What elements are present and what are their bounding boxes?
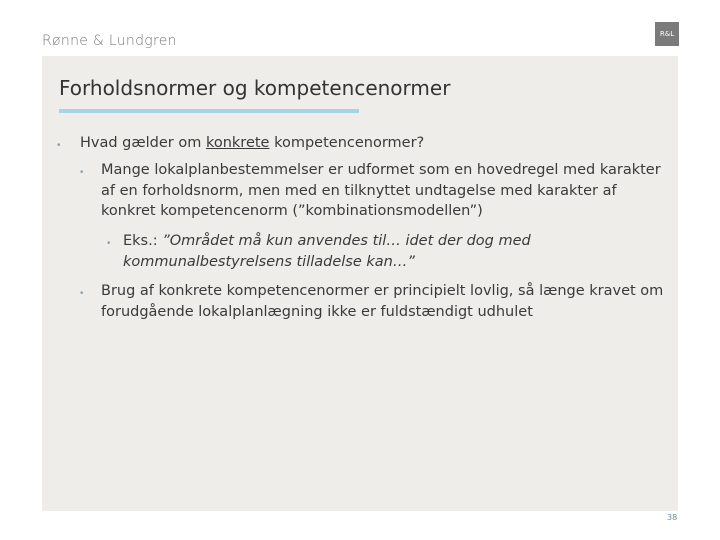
sub-bullet-2-line-1: Brug af konkrete kompetencenormer er principielt lovlig, så længe kravet om: [101, 283, 664, 299]
example-quote-line-1: ”Området må kun anvendes til… idet der dog med: [162, 233, 531, 249]
example-bullet: [123, 231, 531, 272]
sub-bullet-1: [101, 160, 661, 222]
bullet-1-text-start: Hvad gælder om: [80, 135, 206, 151]
bullet-dot: •: [107, 238, 111, 249]
company-logo-mark: R&L: [655, 22, 679, 46]
bullet-1-underlined: konkrete: [205, 135, 270, 151]
example-prefix: Eks.:: [123, 233, 163, 249]
example-quote-line-2: kommunalbestyrelsens tilladelse kan…”: [123, 253, 415, 270]
sub-bullet-1-line-2: af en forholdsnorm, men med en tilknyttet undtagelse med karakter af: [101, 182, 617, 199]
bullet-dot: •: [80, 167, 84, 178]
bullet-1: [80, 133, 424, 154]
sub-bullet-1-line-3: konkret kompetencenorm (”kombinationsmodellen”): [101, 203, 483, 219]
sub-bullet-2-line-2: forudgående lokalplanlægning ikke er fuldstændigt udhulet: [101, 303, 533, 320]
sub-bullet-1-line-1: Mange lokalplanbestemmelser er udformet som en hovedregel med karakter: [101, 162, 661, 178]
page-number: 38: [667, 513, 678, 522]
bullet-dot: •: [80, 288, 84, 299]
sub-bullet-2: [101, 281, 663, 322]
slide-title: Forholdsnormer og kompetencenormer: [59, 76, 451, 100]
bullet-dot: •: [57, 140, 61, 151]
title-underline: [59, 109, 359, 113]
company-logo-text: Rønne & Lundgren: [42, 33, 177, 49]
bullet-1-text-end: kompetencenormer?: [269, 135, 425, 151]
